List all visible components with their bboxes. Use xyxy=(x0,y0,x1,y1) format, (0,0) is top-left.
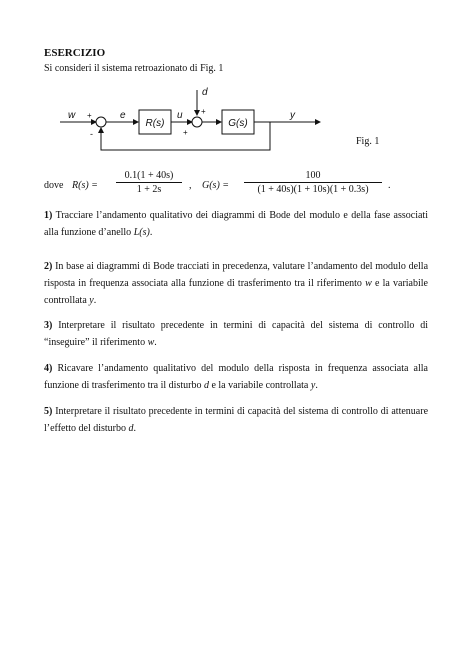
eq-dove: dove xyxy=(44,180,64,191)
question-4-number: 4) xyxy=(44,363,53,374)
eq-g-denominator: (1 + 40s)(1 + 10s)(1 + 0.3s) xyxy=(257,184,369,195)
question-5 xyxy=(44,403,428,437)
question-2-number: 2) xyxy=(44,261,53,272)
question-2-text: In base ai diagrammi di Bode tracciati in precedenza, valutare l’andamento del modulo della risposta in frequenza associata alla funzione di trasferimento tra il riferimento xyxy=(44,261,429,289)
sign-sum1-fb: - xyxy=(90,129,93,139)
question-3-var: w xyxy=(147,337,155,348)
summing-junction-1 xyxy=(96,117,106,127)
transfer-functions xyxy=(44,170,424,200)
summing-junction-2 xyxy=(192,117,202,127)
exercise-title: ESERCIZIO xyxy=(44,47,106,59)
question-3-number: 3) xyxy=(44,320,53,331)
question-1-number: 1) xyxy=(44,210,53,221)
signal-w: w xyxy=(68,110,76,121)
intro-text: Si consideri il sistema retroazionato di Fig. 1 xyxy=(44,63,224,74)
question-5-end: . xyxy=(133,423,137,434)
question-1-end: . xyxy=(149,227,153,238)
question-4 xyxy=(44,360,428,394)
question-1-text: Tracciare l’andamento qualitativo dei diagrammi di Bode del modulo e della fase associati alla funzione d’anello xyxy=(44,210,428,238)
signal-y: y xyxy=(290,110,295,121)
question-5-var: d xyxy=(128,423,134,434)
question-1 xyxy=(44,207,428,241)
question-3-text: Interpretare il risultato precedente in termini di capacità del sistema di controllo di “inseguire” il riferimento xyxy=(44,320,428,348)
block-diagram xyxy=(40,82,330,157)
question-2-var-2: y xyxy=(89,295,94,306)
eq-r-fraction xyxy=(116,170,182,195)
question-3-end: . xyxy=(154,337,157,348)
sign-sum1-ref: + xyxy=(87,111,92,120)
eq-r-denominator: 1 + 2s xyxy=(136,184,162,195)
question-4-mid: e la variabile controllata xyxy=(208,380,311,391)
question-5-number: 5) xyxy=(44,406,53,417)
eq-r-lhs: R(s) = xyxy=(72,180,98,191)
signal-u: u xyxy=(177,110,183,121)
question-2 xyxy=(44,258,428,309)
question-4-var-1: d xyxy=(203,380,209,391)
question-2-var-1: w xyxy=(365,278,372,289)
figure-caption: Fig. 1 xyxy=(356,136,380,147)
block-controller-label: R(s) xyxy=(145,118,165,129)
question-2-end: . xyxy=(93,295,97,306)
question-4-var-2: y xyxy=(310,380,316,391)
question-1-var: L(s) xyxy=(133,227,150,238)
sign-sum2-u: + xyxy=(183,128,188,137)
question-4-text: Ricavare l’andamento qualitativo del modulo della risposta in frequenza associata alla funzione di trasferimento tra il disturbo xyxy=(44,363,428,391)
signal-e: e xyxy=(120,110,126,121)
signal-d: d xyxy=(202,87,208,98)
eq-r-numerator: 0.1(1 + 40s) xyxy=(116,170,182,183)
eq-end: . xyxy=(388,180,391,191)
eq-separator: , xyxy=(189,180,192,191)
question-3 xyxy=(44,317,428,351)
question-2-mid: e la variabile controllata xyxy=(44,278,428,306)
question-4-end: . xyxy=(315,380,318,391)
eq-g-fraction xyxy=(244,170,382,195)
sign-sum2-d: + xyxy=(201,107,206,116)
eq-g-lhs: G(s) = xyxy=(202,180,230,191)
block-plant-label: G(s) xyxy=(228,118,248,129)
eq-g-numerator: 100 xyxy=(244,170,382,183)
question-5-text: Interpretare il risultato precedente in termini di capacità del sistema di controllo di attenuare l’effetto del disturbo xyxy=(44,406,429,434)
